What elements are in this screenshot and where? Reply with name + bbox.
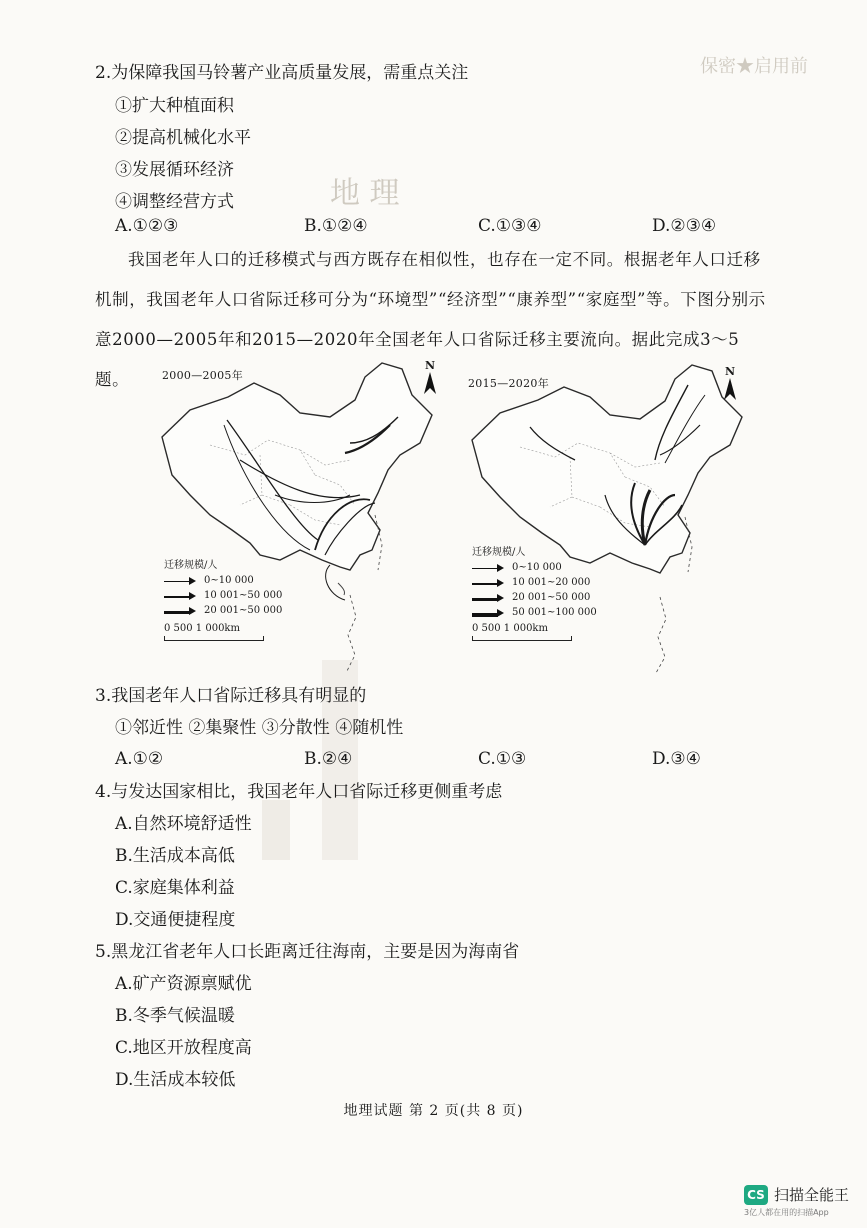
legend-label: 20 001~50 000 [512,592,591,603]
question-2-item: ③发展循环经济 [115,160,234,180]
question-2-choice-d[interactable]: D.②③④ [652,216,717,236]
migration-map-2015-2020 [460,355,750,675]
question-3-choice-c[interactable]: C.①③ [478,749,527,769]
question-4-choice-c[interactable]: C.家庭集体利益 [115,878,235,898]
question-2-item: ④调整经营方式 [115,192,234,212]
legend-label: 10 001~50 000 [204,590,283,601]
question-3-choice-b[interactable]: B.②④ [304,749,353,769]
question-2-item: ①扩大种植面积 [115,96,234,116]
question-4-choice-d[interactable]: D.交通便捷程度 [115,910,236,930]
migration-map-2000-2005 [150,355,435,675]
bleed-through-block [262,800,290,860]
legend-row [472,575,597,590]
question-5-title: 5.黑龙江省老年人口长距离迁往海南，主要是因为海南省 [95,942,520,962]
question-4-choice-b[interactable]: B.生活成本高低 [115,846,235,866]
question-5-choice-d[interactable]: D.生活成本较低 [115,1070,236,1090]
passage-text: 我国老年人口的迁移模式与西方既存在相似性，也存在一定不同。根据老年人口迁移机制，我国老年人口省际迁移可分为“环境型”“经济型”“康养型”“家庭型”等。下图分别示意2000—2005年和2015—2020年全国老年人口省际迁移主要流向。据此完成3～5题。 [95,250,766,389]
map-left-title: 2000—2005年 [162,369,243,382]
scale-bar [164,636,264,641]
question-2-choice-a[interactable]: A.①②③ [115,216,179,236]
legend-label: 20 001~50 000 [204,605,283,616]
question-3-choice-a[interactable]: A.①② [115,749,164,769]
map-right-legend [472,545,597,620]
scale-label: 0 500 1 000km [472,623,548,634]
legend-row [164,588,282,603]
legend-row [472,560,597,575]
north-arrow-icon: N [722,365,738,403]
question-3-title: 3.我国老年人口省际迁移具有明显的 [95,686,367,706]
north-arrow-icon: N [422,359,438,397]
question-5-choice-c[interactable]: C.地区开放程度高 [115,1038,252,1058]
legend-label: 0~10 000 [204,575,254,586]
map-left-scale [164,623,264,641]
legend-row [164,603,282,618]
map-right-scale [472,623,572,641]
bleed-through-corner: 保密★启用前 [700,56,808,77]
question-3-items: ①邻近性 ②集聚性 ③分散性 ④随机性 [115,718,404,738]
legend-label: 0~10 000 [512,562,562,573]
bleed-through-subject: 地 理 [330,176,400,211]
camscanner-tagline: 3亿人都在用的扫描App [743,1208,829,1217]
legend-title: 迁移规模/人 [472,547,526,558]
question-4-choice-a[interactable]: A.自然环境舒适性 [115,814,252,834]
legend-row [164,573,282,588]
scale-label: 0 500 1 000km [164,623,240,634]
question-5-choice-b[interactable]: B.冬季气候温暖 [115,1006,235,1026]
legend-label: 10 001~20 000 [512,577,591,588]
scale-bar [472,636,572,641]
question-5-choice-a[interactable]: A.矿产资源禀赋优 [115,974,252,994]
question-3-choice-d[interactable]: D.③④ [652,749,701,769]
map-right-title: 2015—2020年 [468,377,549,390]
question-2-choice-b[interactable]: B.①②④ [304,216,368,236]
legend-title: 迁移规模/人 [164,560,218,571]
question-4-title: 4.与发达国家相比，我国老年人口省际迁移更侧重考虑 [95,782,503,802]
legend-row [472,605,597,620]
legend-row [472,590,597,605]
scanner-watermark [744,1184,849,1218]
camscanner-logo-icon: CS [744,1185,768,1205]
question-2-title: 2.为保障我国马铃薯产业高质量发展，需重点关注 [95,63,469,83]
legend-label: 50 001~100 000 [512,607,597,618]
page-footer: 地理试题 第 2 页(共 8 页) [343,1103,524,1119]
camscanner-name: 扫描全能王 [773,1186,849,1204]
question-2-choice-c[interactable]: C.①③④ [478,216,542,236]
map-left-legend [164,558,282,618]
question-2-item: ②提高机械化水平 [115,128,251,148]
